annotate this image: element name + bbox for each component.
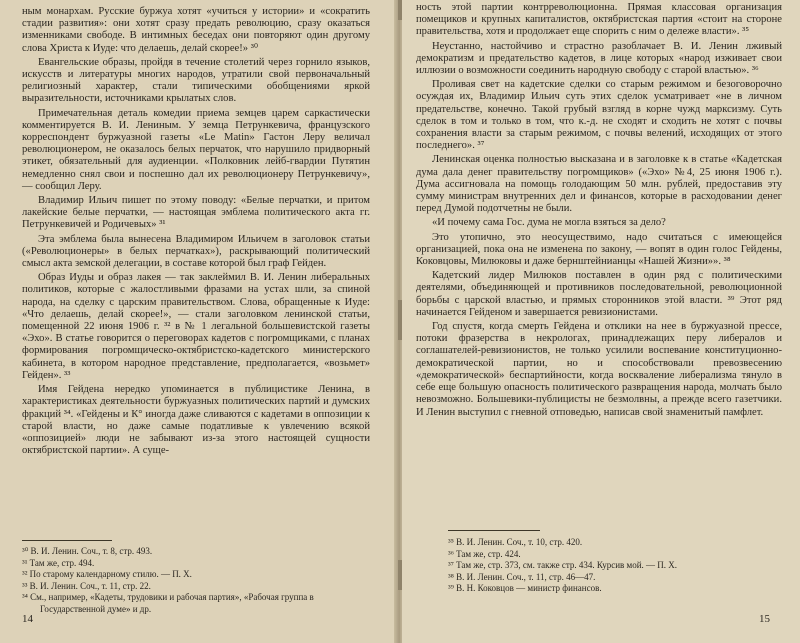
paragraph: Ленинская оценка полностью высказана и в заголовке к в статье «Кадетская дума дала денег правительству погромщиков» («Эхо» №4, 25 июня 1906 г.). Дума ассигновала на помощь голодающим 50 млн. рублей, предоставив эту сумму министрам внутренних дел и финансов, которые в расходовании денег перед Думой подотчетны не были.: [416, 154, 782, 215]
footnote: ³⁴ См., например, «Кадеты, трудовики и рабочая партия», «Рабочая группа в Государственной думе» и др.: [22, 592, 314, 614]
footnote: ³⁵ В. И. Ленин. Соч., т. 10, стр. 420.: [448, 537, 583, 547]
right-page: [402, 0, 800, 643]
paragraph: Год спустя, когда смерть Гейдена и отклики на нее в буржуазной прессе, потоки фразерства в некрологах, принадлежащих перу либералов и соглашателей-ревизионистов, не только усилили воспевание конституционно-демократической партии, но и способствовали превозвесению «демократической» беспартийности, когда воскваление либерализма тянуло в себе еще большую опасность политического развращения народа, молчать было невозможно. Большевики-публицисты не безмолвны, а прежде всего газетчики. И Ленин выступил с гневной отповедью, написав свой знаменитый памфлет.: [416, 321, 782, 418]
left-footnotes: [22, 546, 370, 615]
paragraph: Эта эмблема была вынесена Владимиром Ильичем в заголовок статьи («Революционеры» в белых перчатках»), раскрывающий политический смысл акта земской делегации, в составе которой был граф Гейден.: [22, 233, 370, 270]
paragraph: Имя Гейдена нередко упоминается в публицистике Ленина, в характеристиках деятельности буржуазных политических партий и думских фракций ³⁴. «Гейдены и К° иногда даже сливаются с кадетами в оппозиции к старой власти, но даже самые податливые к увлечению всякой «оппозицией» люди не забывают из-за этого настоящей сущности октябристской партии». А суще-: [22, 384, 370, 457]
right-page-body: [416, 2, 782, 421]
paragraph: Примечательная деталь комедии приема земцев царем саркастически комментируется В. И. Лениным. У земца Петрункевича, французского корреспондент буржуазной газеты «Le Matin» Гастон Леру величал революционером, не оказалось белых перчаток, что нарушило придворный этикет, обязательный для аудиенции. «Полковник лейб-гвардии Путятин немедленно снял свои и поспешно дал их революционеру Петрункевичу», — сообщил Леру.: [22, 107, 370, 192]
footnote: ³³ В. И. Ленин. Соч., т. 11, стр. 22.: [22, 580, 151, 591]
paragraph: ность этой партии контрреволюционна. Прямая классовая организация помещиков и крупных капиталистов, октябристская партия «стоит на стороне правительства, хотя и продолжает еще спорить с ним о дележе власти». ³⁵: [416, 2, 782, 38]
footnote: ³⁹ В. Н. Коковцов — министр финансов.: [448, 583, 602, 593]
footnote-rule: [22, 540, 112, 541]
footnote: ³⁷ Там же, стр. 373, см. также стр. 434. Курсив мой. — П. Х.: [448, 560, 678, 570]
paragraph: «И почему сама Гос. дума не могла взяться за дело?: [432, 217, 666, 229]
footnote: ³⁸ В. И. Ленин. Соч., т. 11, стр. 46—47.: [448, 571, 596, 582]
paragraph: ным монархам. Русские буржуа хотят «учиться у истории» и «сократить стадии развития»: они хотят сразу предать революцию, сразу оказаться изменниками свободе. В интимных беседах они повторяют один другому слова Христа к Иуде: что делаешь, делай скорее!» ³⁰: [22, 6, 370, 54]
page-number: 15: [759, 613, 770, 625]
footnote-rule: [448, 530, 540, 531]
paragraph: Евангельские образы, пройдя в течение столетий через горнило языков, искусств и литературы многих народов, утратили свой первоначальный религиозный характер, стали типическими обобщениями яркой выразительности, источниками крылатых слов.: [22, 56, 370, 105]
paragraph: Владимир Ильич пишет по этому поводу: «Белые перчатки, и притом лакейские белые перчатки, — настоящая эмблема политического акта гг. Петрункевичей и Родичевых» ³¹: [22, 195, 370, 231]
paragraph: Проливая свет на кадетские сделки со старым режимом и безоговорочно осуждая их, Владимир Ильич суть этих сделок усматривает «не в личном предательстве, конечно. Такой грубый взгляд в корне чужд марксизму. Суть сделок в том и только в том, что к.-д. не сходят и сходить не хотят с почвы сохранения власти за старым режимом, с почвы велений, исходящих от этого последнего». ³⁷: [416, 79, 782, 152]
paragraph: Кадетский лидер Милюков поставлен в один ряд с политическими деятелями, объединяющей и противников последовательной, революционной борьбы с царской властью, и прямых сторонников этой власти. ³⁹ Этот ряд начинается Гейденом и завершается ревизионистами.: [416, 270, 782, 318]
footnote: ³¹ Там же, стр. 494.: [22, 557, 95, 568]
footnote: ³⁶ Там же, стр. 424.: [448, 548, 521, 559]
footnote: ³⁰ В. И. Ленин. Соч., т. 8, стр. 493.: [22, 546, 153, 556]
page-number: 14: [22, 613, 33, 625]
left-page: [0, 0, 398, 643]
right-footnotes: [448, 537, 788, 595]
footnote: ³² По старому календарному стилю. — П. Х.: [22, 569, 192, 579]
paragraph: Неустанно, настойчиво и страстно разоблачает В. И. Ленин лживый демократизм и предательство кадетов, в лице которых «народ изживает свои иллюзии о возможности соединить народную свободу с старой властью». ³⁶: [416, 40, 782, 77]
paragraph: Образ Иуды и образ лакея — так заклеймил В. И. Ленин либеральных политиков, которые с жалостливыми фразами на устах шли, за спиной народа, на сделку с царским правительством. Слова, обращенные к Иуде: «Что делаешь, делай скорее!», — стали заголовком ленинской статьи, помещенной 22 июня 1906 г. ³² в № 1 легальной большевистской газеты «Эхо». В статье говорится о переговорах кадетов с погромщиками, с планах формирования погромщическо-октябристско-кадетского министерского кабинета, в котором народное представление, предполагается, «возьмет» Гейден». ³³: [22, 272, 370, 381]
paragraph: Это утопично, это неосуществимо, надо считаться с имеющейся организацией, пока она не изменена по закону, — вопят в один голос Гейдены, Коковцовы, Милюковы и даже бернштейнианцы «Нашей Жизни»». ³⁸: [416, 231, 782, 268]
left-page-body: [22, 6, 370, 459]
